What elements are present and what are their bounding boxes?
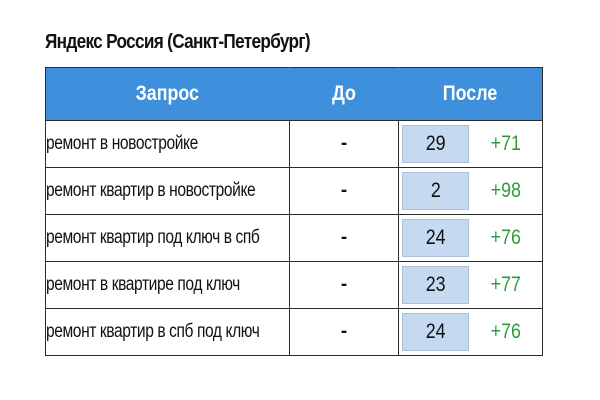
table-row — [46, 309, 543, 356]
after-cell — [399, 168, 543, 215]
header-before: До — [290, 68, 399, 121]
position-delta: +77 — [490, 273, 521, 296]
table-row — [46, 215, 543, 262]
query-cell: ремонт квартир в новостройке — [46, 168, 290, 215]
position-value: 2 — [402, 172, 469, 210]
header-after: После — [399, 68, 543, 121]
table-row — [46, 262, 543, 309]
after-cell — [399, 215, 543, 262]
position-delta: +76 — [490, 226, 521, 249]
table-title: Яндекс Россия (Санкт-Петербург) — [45, 31, 310, 53]
before-cell: - — [290, 168, 399, 215]
after-cell — [399, 262, 543, 309]
before-cell: - — [290, 309, 399, 356]
header-query: Запрос — [46, 68, 290, 121]
table-row — [46, 168, 543, 215]
after-cell — [399, 121, 543, 168]
before-cell: - — [290, 215, 399, 262]
query-cell: ремонт в новостройке — [46, 121, 290, 168]
after-cell — [399, 309, 543, 356]
query-cell: ремонт в квартире под ключ — [46, 262, 290, 309]
position-value: 24 — [402, 219, 469, 257]
query-cell: ремонт квартир под ключ в спб — [46, 215, 290, 262]
position-value: 29 — [402, 125, 469, 163]
table-header-row — [46, 68, 543, 121]
query-cell: ремонт квартир в спб под ключ — [46, 309, 290, 356]
position-value: 23 — [402, 266, 469, 304]
position-delta: +71 — [490, 132, 521, 155]
position-delta: +76 — [490, 320, 521, 343]
table-row — [46, 121, 543, 168]
before-cell: - — [290, 121, 399, 168]
position-value: 24 — [402, 313, 469, 351]
before-cell: - — [290, 262, 399, 309]
position-delta: +98 — [490, 179, 521, 202]
ranking-table — [45, 67, 543, 356]
